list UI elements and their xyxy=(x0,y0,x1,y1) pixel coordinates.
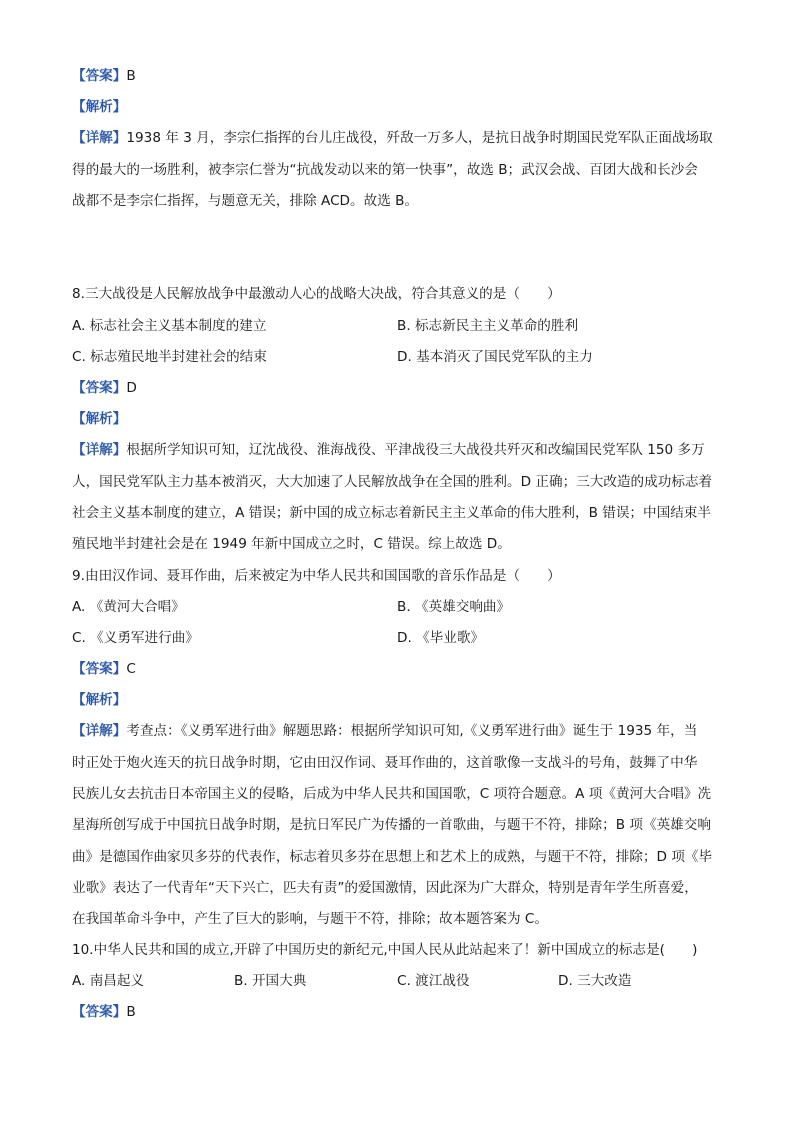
q8-option-a: A. 标志社会主义基本制度的建立 xyxy=(72,318,267,334)
detail-text: 人，国民党军队主力基本被消灭，大大加速了人民解放战争在全国的胜利。D 正确；三大改造的成功标志着 xyxy=(72,474,713,490)
q10-option-a: A. 南昌起义 xyxy=(72,973,145,989)
q7-answer-line xyxy=(72,66,136,86)
q8-option-d: D. 基本消灭了国民党军队的主力 xyxy=(397,349,593,365)
answer-tag: 【答案】 xyxy=(72,661,127,677)
detail-text: 社会主义基本制度的建立，A 错误；新中国的成立标志着新民主主义革命的伟大胜利，B 错误；中国结束半 xyxy=(72,505,711,521)
answer-tag: 【答案】 xyxy=(72,1004,127,1020)
q7-analysis-line xyxy=(72,97,126,117)
q9-detail-line-6 xyxy=(72,878,698,898)
q9-detail-line-7 xyxy=(72,909,548,929)
detail-tag: 【详解】 xyxy=(72,442,127,458)
detail-text: 殖民地半封建社会是在 1949 年新中国成立之时，C 错误。综上故选 D。 xyxy=(72,536,511,552)
q9-option-c: C. 《义勇军进行曲》 xyxy=(72,630,199,646)
detail-text: 民族儿女去抗击日本帝国主义的侵略，后成为中华人民共和国国歌，C 项符合题意。A 项《黄河大合唱》冼 xyxy=(72,786,712,802)
detail-text: 曲》是德国作曲家贝多芬的代表作，标志着贝多芬在思想上和艺术上的成熟，与题干不符，排除；D 项《毕 xyxy=(72,849,713,865)
detail-text: 1938 年 3 月，李宗仁指挥的台儿庄战役，歼敌一万多人，是抗日战争时期国民党军队正面战场取 xyxy=(126,130,713,146)
q8-detail-line-4 xyxy=(72,534,511,554)
q7-detail-line-3 xyxy=(72,191,418,211)
q8-option-b: B. 标志新民主主义革命的胜利 xyxy=(397,318,579,334)
q10-option-d: D. 三大改造 xyxy=(558,973,632,989)
q9-detail-line-3 xyxy=(72,784,711,804)
q8-answer-line xyxy=(72,378,137,398)
q9-detail-line-2 xyxy=(72,753,697,773)
q9-stem: 9.由田汉作词、聂耳作曲，后来被定为中华人民共和国国歌的音乐作品是（ ） xyxy=(72,568,561,584)
answer-tag: 【答案】 xyxy=(72,68,127,84)
q9-analysis-line xyxy=(72,690,126,710)
detail-text: 得的最大的一场胜利，被李宗仁誉为“抗战发动以来的第一快事”，故选 B；武汉会战、百团大战和长沙会 xyxy=(72,162,698,178)
q10-option-c: C. 渡江战役 xyxy=(397,973,470,989)
q8-analysis-line xyxy=(72,409,126,429)
q10-option-b: B. 开国大典 xyxy=(234,973,307,989)
answer-value: C xyxy=(126,661,136,677)
q9-option-b: B. 《英雄交响曲》 xyxy=(397,599,511,615)
detail-text: 时正处于炮火连天的抗日战争时期，它由田汉作词、聂耳作曲的，这首歌像一支战斗的号角，鼓舞了中华 xyxy=(72,755,698,771)
q9-answer-line xyxy=(72,659,136,679)
q9-detail-line-4 xyxy=(72,815,711,835)
detail-text: 战都不是李宗仁指挥，与题意无关，排除 ACD。故选 B。 xyxy=(72,193,419,209)
answer-tag: 【答案】 xyxy=(72,380,127,396)
q8-option-c: C. 标志殖民地半封建社会的结束 xyxy=(72,349,267,365)
q8-detail-line-1 xyxy=(72,440,705,460)
answer-value: B xyxy=(126,1004,136,1020)
analysis-tag: 【解析】 xyxy=(72,411,127,427)
analysis-tag: 【解析】 xyxy=(72,692,127,708)
q9-detail-line-5 xyxy=(72,847,712,867)
detail-text: 在我国革命斗争中，产生了巨大的影响，与题干不符，排除；故本题答案为 C。 xyxy=(72,911,548,927)
q9-detail-line-1 xyxy=(72,721,697,741)
detail-tag: 【详解】 xyxy=(72,130,127,146)
q7-detail-line-1 xyxy=(72,128,713,148)
detail-tag: 【详解】 xyxy=(72,723,127,739)
detail-text: 星海所创写成于中国抗日战争时期，是抗日军民广为传播的一首歌曲，与题干不符，排除；B 项《英雄交响 xyxy=(72,817,711,833)
q9-option-d: D. 《毕业歌》 xyxy=(397,630,485,646)
analysis-tag: 【解析】 xyxy=(72,99,127,115)
q9-option-a: A. 《黄河大合唱》 xyxy=(72,599,185,615)
q8-stem: 8.三大战役是人民解放战争中最激动人心的战略大决战，符合其意义的是（ ） xyxy=(72,286,561,302)
q8-detail-line-2 xyxy=(72,472,712,492)
answer-value: D xyxy=(126,380,137,396)
detail-text: 业歌》表达了一代青年“天下兴亡，匹夫有责”的爱国激情，因此深为广大群众，特别是青年学生所喜爱， xyxy=(72,880,698,896)
detail-text: 考查点：《义勇军进行曲》解题思路：根据所学知识可知,《义勇军进行曲》诞生于 1935 年，当 xyxy=(126,723,698,739)
q10-answer-line xyxy=(72,1002,136,1022)
detail-text: 根据所学知识可知，辽沈战役、淮海战役、平津战役三大战役共歼灭和改编国民党军队 150 多万 xyxy=(126,442,705,458)
answer-value: B xyxy=(126,68,136,84)
q7-detail-line-2 xyxy=(72,160,698,180)
q8-detail-line-3 xyxy=(72,503,711,523)
q10-stem: 10.中华人民共和国的成立,开辟了中国历史的新纪元,中国人民从此站起来了！新中国成立的标志是( ) xyxy=(72,942,698,958)
